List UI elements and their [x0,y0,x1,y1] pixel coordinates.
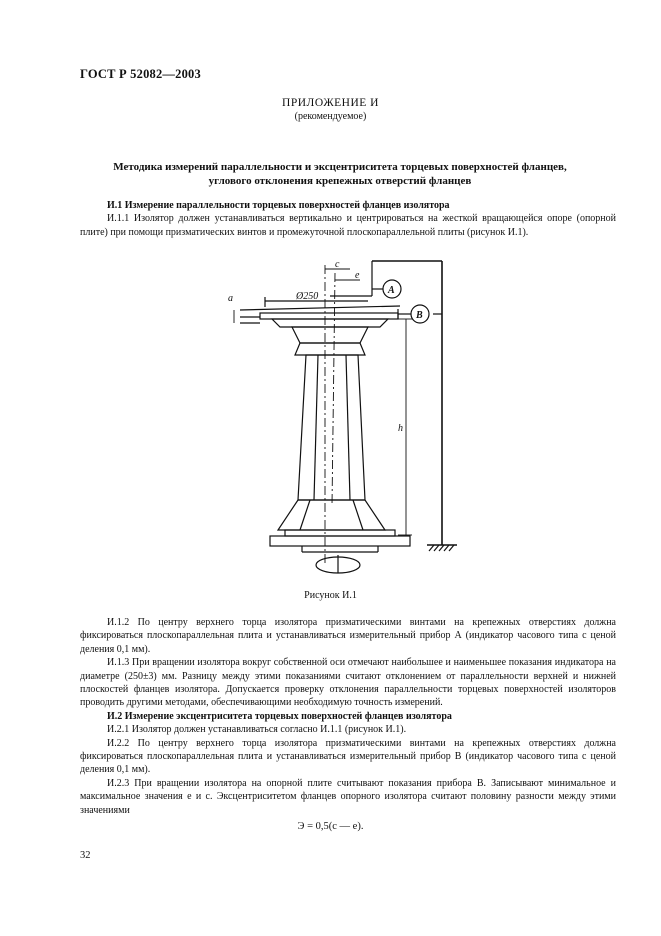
section-2-paragraph-3: И.2.3 При вращении изолятора на опорной плите считывают показания прибора В. Записывают минимальное и максимальное значения е и с. Эксцентриситетом фланцев опорного изолятора считают половину разности между этими значениями [80,777,616,816]
section-2-paragraph-2: И.2.2 По центру верхнего торца изолятора призматическими винтами на крепежных отверстиях должна фиксироваться плоскопараллельная плита и устанавливаться измерительный прибор В (индикатор часового типа с ценой деления 0,1 мм). [80,737,616,776]
section-1-heading: И.1 Измерение параллельности торцевых поверхностей фланцев изолятора [107,200,450,211]
figure-caption: Рисунок И.1 [304,590,357,601]
isolator-measurement-diagram [220,255,470,585]
label-diameter: Ø250 [296,291,319,302]
label-indicator-b: B [416,310,423,321]
appendix-title: ПРИЛОЖЕНИЕ И [282,97,379,109]
main-title [90,160,590,188]
label-c: c [335,259,340,270]
label-e: e [355,270,360,281]
figure-i1-diagram [220,255,470,585]
section-2-heading: И.2 Измерение эксцентриситета торцевых поверхностей фланцев изолятора [107,710,452,722]
section-1-intro [80,199,616,239]
section-1-paragraph-1: И.1.1 Изолятор должен устанавливаться вертикально и центрироваться на жесткой вращающейся опоре (опорной плите) при помощи призматических винтов и промежуточной плоскопараллельной плиты (рисунок И.1). [80,213,616,238]
section-2-paragraph-1: И.2.1 Изолятор должен устанавливаться согласно И.1.1 (рисунок И.1). [107,724,407,736]
label-a: a [228,293,233,304]
appendix-note: (рекомендуемое) [294,111,367,122]
label-indicator-a: A [388,285,395,296]
eccentricity-formula: Э = 0,5(с — е). [297,821,364,832]
section-1-paragraph-3: И.1.3 При вращении изолятора вокруг собственной оси отмечают наибольшее и наименьшее показания индикатора на диаметре (250±3) мм. Разницу между этими показаниями считают отклонением от параллельности верхней и нижней плоскостей фланцев изолятора. Допускается проверку отклонения параллельности торцевых поверхностей изоляторов проводить другими методами, обеспечивающими необходимую точность измерений. [80,657,616,709]
standard-header: ГОСТ Р 52082—2003 [80,67,201,81]
label-h: h [398,423,403,434]
main-title-line-1: Методика измерений параллельности и эксцентриситета торцевых поверхностей фланцев, [113,161,567,173]
page-number: 32 [80,850,91,861]
main-title-line-2: углового отклонения крепежных отверстий фланцев [208,175,472,187]
section-1-paragraph-2: И.1.2 По центру верхнего торца изолятора призматическими винтами на крепежных отверстиях должна фиксироваться плоскопараллельная плита и устанавливаться измерительный прибор А (индикатор часового типа с ценой деления 0,1 мм). [80,617,616,655]
section-1-continued [80,616,616,817]
